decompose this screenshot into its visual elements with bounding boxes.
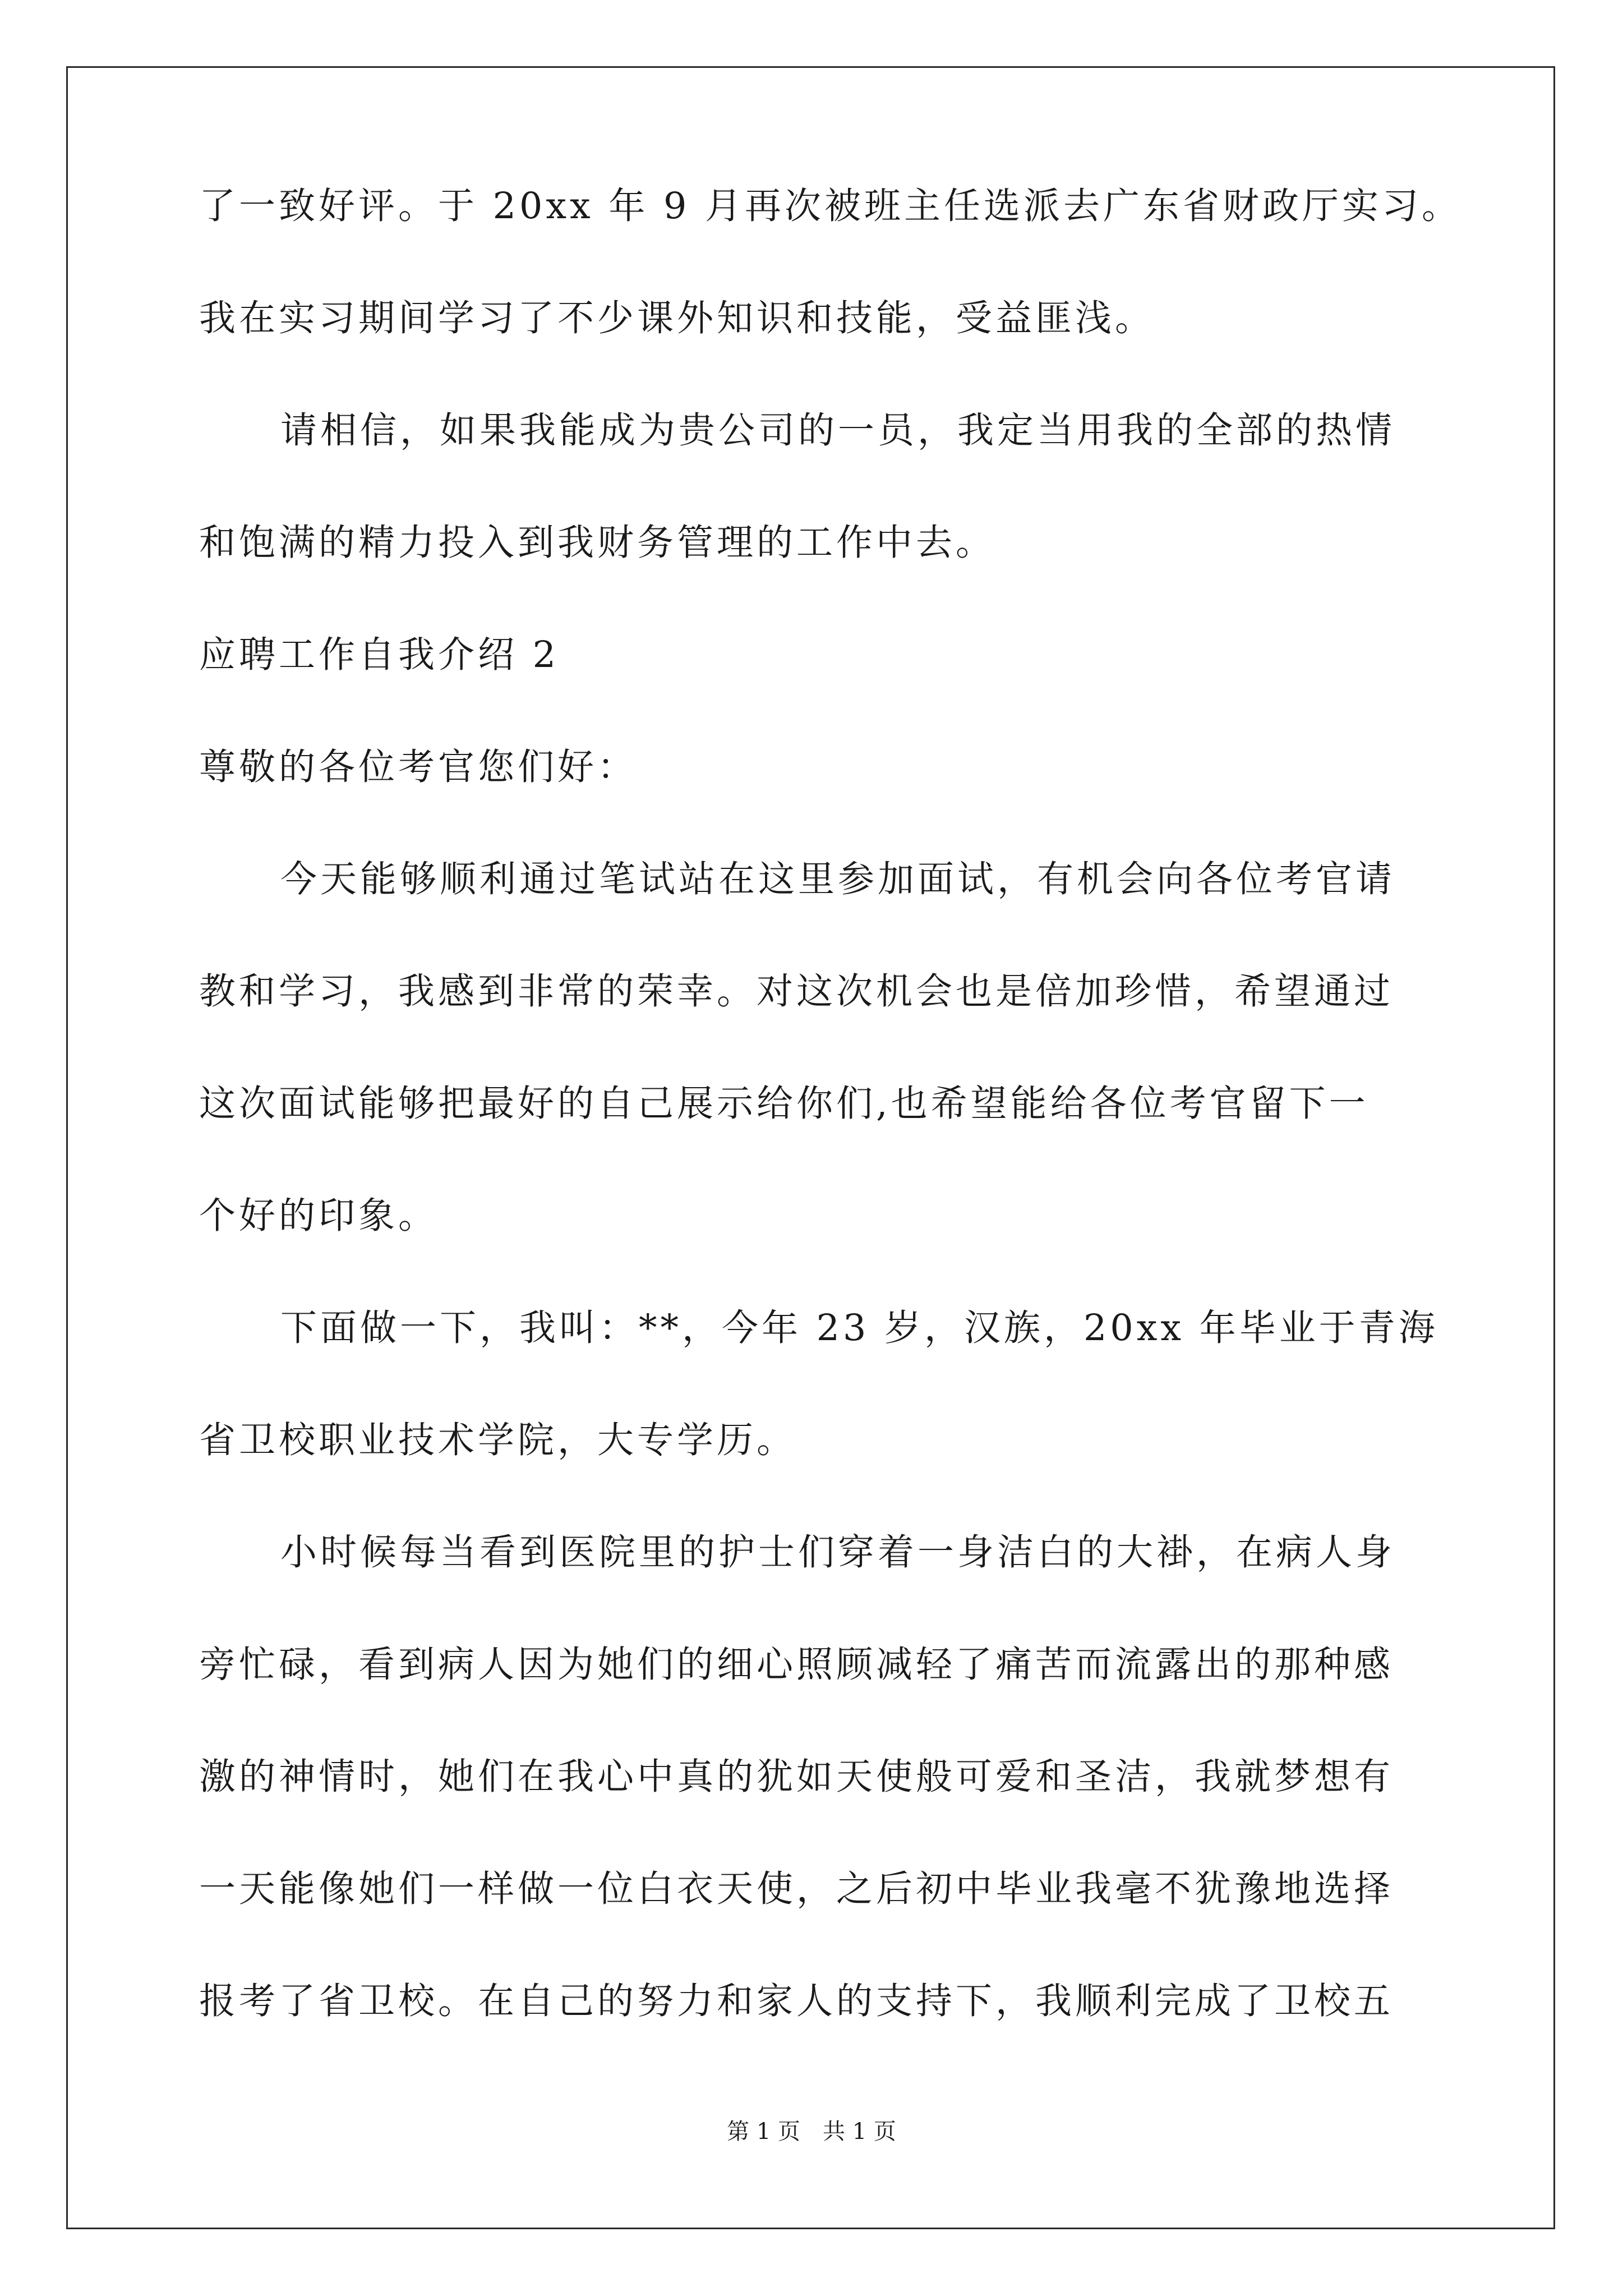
text-line: 今天能够顺利通过笔试站在这里参加面试，有机会向各位考官请: [280, 858, 1396, 900]
text-line: 了一致好评。于 20xx 年 9 月再次被班主任选派去广东省财政厅实习。: [199, 185, 1462, 227]
text-line: 个好的印象。: [199, 1195, 439, 1237]
text-line: 和饱满的精力投入到我财务管理的工作中去。: [199, 522, 996, 564]
page-number: 第 1 页: [727, 2119, 800, 2145]
text-line: 旁忙碌，看到病人因为她们的细心照顾减轻了痛苦而流露出的那种感: [199, 1644, 1394, 1686]
text-line: 我在实习期间学习了不少课外知识和技能，受益匪浅。: [199, 297, 1155, 339]
text-line: 教和学习，我感到非常的荣幸。对这次机会也是倍加珍惜，希望通过: [199, 970, 1394, 1013]
text-line: 省卫校职业技术学院，大专学历。: [199, 1419, 797, 1461]
page-footer: [0, 2120, 1623, 2143]
text-line: 小时候每当看到医院里的护士们穿着一身洁白的大褂，在病人身: [280, 1531, 1396, 1573]
text-line: 报考了省卫校。在自己的努力和家人的支持下，我顺利完成了卫校五: [199, 1980, 1394, 2022]
page-total: 共 1 页: [823, 2119, 896, 2145]
text-line: 请相信，如果我能成为贵公司的一员，我定当用我的全部的热情: [280, 409, 1396, 452]
text-line: 下面做一下，我叫：**，今年 23 岁，汉族，20xx 年毕业于青海: [280, 1307, 1438, 1349]
section-heading: 应聘工作自我介绍 2: [199, 634, 560, 676]
text-line: 这次面试能够把最好的自己展示给你们,也希望能给各位考官留下一: [199, 1083, 1369, 1125]
salutation: 尊敬的各位考官您们好：: [199, 746, 638, 788]
text-line: 激的神情时，她们在我心中真的犹如天使般可爱和圣洁，我就梦想有: [199, 1756, 1394, 1798]
text-line: 一天能像她们一样做一位白衣天使，之后初中毕业我毫不犹豫地选择: [199, 1868, 1394, 1910]
